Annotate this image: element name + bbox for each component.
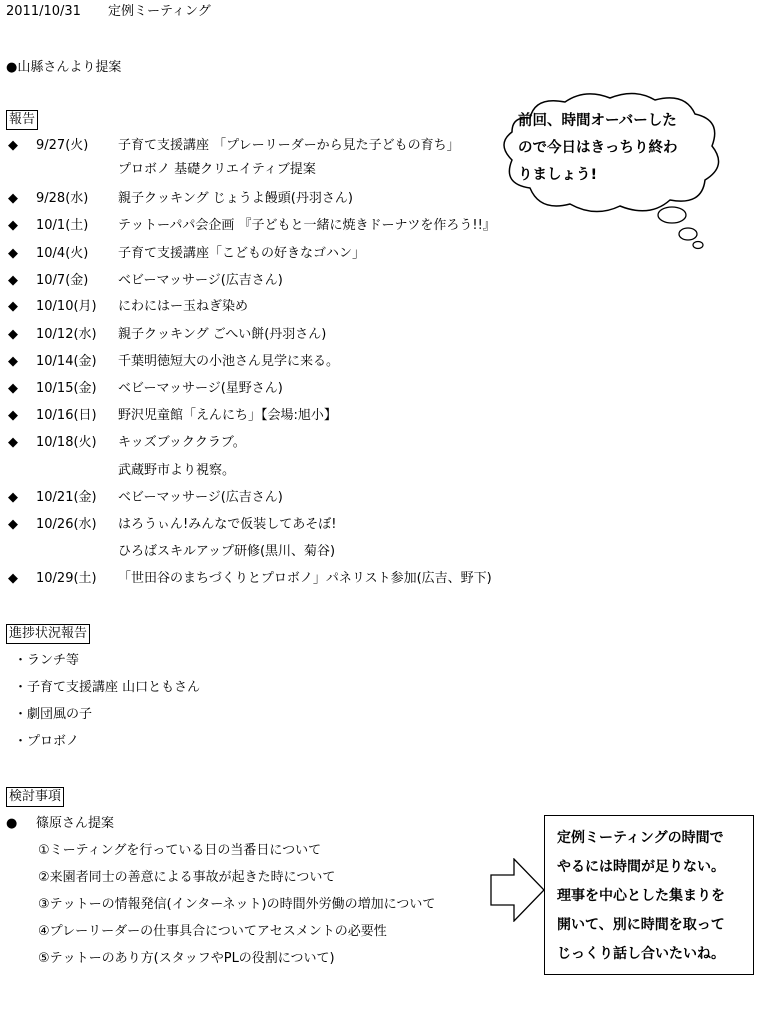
list-item: [8, 568, 492, 590]
list-item: [8, 296, 248, 318]
item-date: 10/15(金): [36, 381, 97, 396]
list-item-continuation: 武蔵野市より視察。: [118, 463, 236, 478]
diamond-bullet: ◆: [8, 435, 18, 450]
item-date: 10/4(火): [36, 246, 89, 261]
list-item: [8, 215, 496, 237]
item-text: はろうぃん!みんなで仮装してあそぼ!: [118, 517, 337, 532]
note-box: [544, 815, 754, 975]
list-item: [8, 514, 336, 536]
report-heading: 報告: [6, 110, 38, 130]
item-text: 野沢児童館「えんにち」【会場:旭小】: [118, 408, 337, 423]
right-arrow-icon: [490, 858, 546, 922]
item-date: 10/18(火): [36, 435, 97, 450]
list-item: [8, 270, 283, 292]
diamond-bullet: ◆: [8, 354, 18, 369]
item-date: 10/26(水): [36, 517, 97, 532]
list-item: [8, 324, 326, 346]
diamond-bullet: ◆: [8, 218, 18, 233]
cloud-line: ので今日はきっちり終わ: [518, 140, 678, 156]
diamond-bullet: ◆: [8, 246, 18, 261]
list-item: [8, 405, 337, 427]
note-line: じっくり話し合いたいね。: [557, 946, 725, 962]
list-item: ②来園者同士の善意による事故が起きた時について: [38, 870, 336, 885]
cloud-line: りましょう!: [518, 167, 598, 183]
item-text: にわにはー玉ねぎ染め: [118, 299, 249, 314]
note-line: 開いて、別に時間を取って: [557, 917, 725, 933]
lead-text: 篠原さん提案: [36, 816, 115, 831]
item-text: テットーパパ会企画 『子どもと一緒に焼きドーナツを作ろう!!』: [118, 218, 496, 233]
proposal-line: ●山縣さんより提案: [6, 60, 122, 75]
item-text: 「世田谷のまちづくりとプロボノ」パネリスト参加(広吉、野下): [118, 571, 492, 586]
diamond-bullet: ◆: [8, 517, 18, 532]
item-text: ベビーマッサージ(広吉さん): [118, 273, 283, 288]
item-date: 10/12(水): [36, 327, 97, 342]
item-text: キッズブッククラブ。: [118, 435, 246, 450]
item-date: 10/14(金): [36, 354, 97, 369]
item-text: 千葉明徳短大の小池さん見学に来る。: [118, 354, 340, 369]
item-text: ベビーマッサージ(広吉さん): [118, 490, 283, 505]
note-line: やるには時間が足りない。: [557, 859, 725, 875]
list-item: [8, 188, 353, 210]
list-item: [8, 487, 283, 509]
item-date: 9/28(水): [36, 191, 89, 206]
diamond-bullet: ◆: [8, 408, 18, 423]
diamond-bullet: ◆: [8, 571, 18, 586]
list-item: [8, 351, 339, 373]
circle-bullet: ●: [6, 816, 18, 831]
item-date: 10/29(土): [36, 571, 97, 586]
list-item: ・プロボノ: [14, 734, 80, 749]
list-item: ③テットーの情報発信(インターネット)の時間外労働の増加について: [38, 897, 436, 912]
diamond-bullet: ◆: [8, 381, 18, 396]
list-item: [8, 243, 365, 265]
diamond-bullet: ◆: [8, 327, 18, 342]
item-date: 10/10(月): [36, 299, 97, 314]
item-date: 10/7(金): [36, 273, 89, 288]
item-text: 子育て支援講座「こどもの好きなゴハン」: [118, 246, 366, 261]
list-item: ・子育て支援講座 山口ともさん: [14, 680, 201, 695]
discussion-lead: [6, 813, 114, 835]
item-date: 10/16(日): [36, 408, 97, 423]
list-item: ①ミーティングを行っている日の当番日について: [38, 843, 322, 858]
list-item-continuation: ひろばスキルアップ研修(黒川、菊谷): [118, 544, 336, 559]
cloud-line: 前回、時間オーバーした: [518, 113, 677, 129]
item-text: 親子クッキング ごへい餅(丹羽さん): [118, 327, 327, 342]
list-item: ⑤テットーのあり方(スタッフやPLの役割について): [38, 951, 335, 966]
item-date: 10/1(土): [36, 218, 89, 233]
diamond-bullet: ◆: [8, 490, 18, 505]
item-date: 10/21(金): [36, 490, 97, 505]
cloud-text: [518, 108, 708, 189]
list-item-continuation: プロボノ 基礎クリエイティブ提案: [118, 162, 316, 177]
meeting-date: 2011/10/31: [6, 4, 81, 19]
discussion-heading: 検討事項: [6, 787, 64, 807]
meeting-title: 定例ミーティング: [108, 4, 211, 19]
list-item: [8, 135, 460, 157]
list-item: [8, 432, 246, 454]
list-item: ・劇団風の子: [14, 707, 93, 722]
diamond-bullet: ◆: [8, 273, 18, 288]
item-date: 9/27(火): [36, 138, 89, 153]
item-text: 子育て支援講座 「プレーリーダーから見た子どもの育ち」: [118, 138, 460, 153]
list-item: ④プレーリーダーの仕事具合についてアセスメントの必要性: [38, 924, 387, 939]
diamond-bullet: ◆: [8, 191, 18, 206]
diamond-bullet: ◆: [8, 138, 18, 153]
note-line: 理事を中心とした集まりを: [557, 888, 725, 904]
diamond-bullet: ◆: [8, 299, 18, 314]
item-text: ベビーマッサージ(星野さん): [118, 381, 283, 396]
item-text: 親子クッキング じょうよ饅頭(丹羽さん): [118, 191, 353, 206]
note-line: 定例ミーティングの時間で: [557, 830, 724, 846]
list-item: ・ランチ等: [14, 653, 80, 668]
progress-heading: 進捗状況報告: [6, 624, 90, 644]
list-item: [8, 378, 283, 400]
